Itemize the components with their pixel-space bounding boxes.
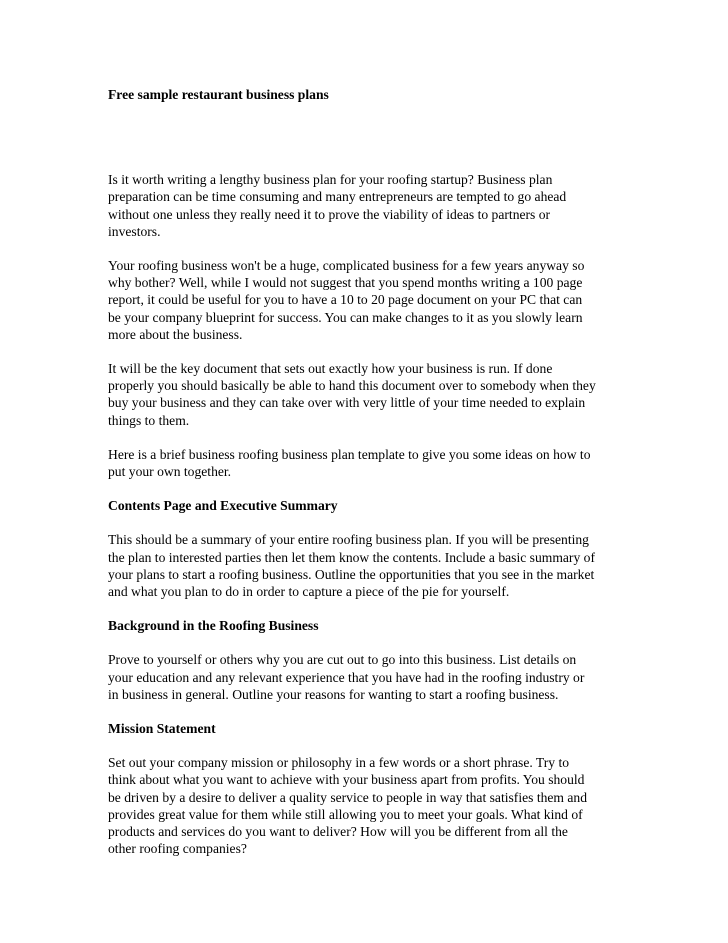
text-line: It will be the key document that sets out exactly how your business is run. If done: [108, 361, 553, 377]
intro-paragraph-4: [108, 446, 628, 480]
text-line: put your own together.: [108, 464, 232, 480]
text-line: Set out your company mission or philosophy in a few words or a short phrase. Try to: [108, 755, 570, 771]
text-line: why bother? Well, while I would not suggest that you spend months writing a 100 page: [108, 275, 583, 291]
text-line: other roofing companies?: [108, 841, 247, 857]
section-body-mission-statement: [108, 754, 628, 857]
text-line: be your company blueprint for success. You can make changes to it as you slowly learn: [108, 309, 583, 325]
intro-paragraph-2: [108, 257, 628, 343]
section-heading-executive-summary: Contents Page and Executive Summary: [108, 498, 338, 514]
document-page: [108, 86, 628, 875]
text-line: without one unless they really need it to prove the viability of ideas to partners or: [108, 206, 551, 222]
text-line: investors.: [108, 223, 161, 239]
text-line: things to them.: [108, 412, 190, 428]
section-heading-background: Background in the Roofing Business: [108, 618, 319, 634]
text-line: your plans to start a roofing business. Outline the opportunities that you see in the market: [108, 566, 595, 582]
text-line: more about the business.: [108, 326, 243, 342]
text-line: Prove to yourself or others why you are cut out to go into this business. List details on: [108, 652, 577, 668]
section-heading-mission-statement: Mission Statement: [108, 721, 216, 737]
text-line: Here is a brief business roofing business plan template to give you some ideas on how to: [108, 446, 591, 462]
text-line: provides great value for them while still allowing you to meet your goals. What kind of: [108, 806, 583, 822]
text-line: preparation can be time consuming and many entrepreneurs are tempted to go ahead: [108, 189, 567, 205]
text-line: Is it worth writing a lengthy business plan for your roofing startup? Business plan: [108, 172, 553, 188]
section-body-background: [108, 651, 628, 703]
section-body-executive-summary: [108, 531, 628, 600]
text-line: be driven by a desire to deliver a quality service to people in way that satisfies them and: [108, 789, 588, 805]
text-line: Your roofing business won't be a huge, complicated business for a few years anyway so: [108, 258, 585, 274]
text-line: your education and any relevant experience that you have had in the roofing industry or: [108, 669, 585, 685]
text-line: think about what you want to achieve with your business apart from profits. You should: [108, 772, 585, 788]
intro-paragraph-3: [108, 360, 628, 429]
text-line: properly you should basically be able to hand this document over to somebody when they: [108, 378, 596, 394]
text-line: This should be a summary of your entire roofing business plan. If you will be presenting: [108, 532, 589, 548]
text-line: the plan to interested parties then let them know the contents. Include a basic summary of: [108, 549, 595, 565]
text-line: buy your business and they can take over with very little of your time needed to explain: [108, 395, 586, 411]
text-line: products and services do you want to deliver? How will you be different from all the: [108, 824, 568, 840]
text-line: report, it could be useful for you to have a 10 to 20 page document on your PC that can: [108, 292, 583, 308]
text-line: in business in general. Outline your reasons for wanting to start a roofing business.: [108, 686, 559, 702]
title-spacer: [108, 103, 628, 171]
intro-paragraph-1: [108, 171, 628, 240]
document-title: Free sample restaurant business plans: [108, 87, 329, 102]
text-line: and what you plan to do in order to capture a piece of the pie for yourself.: [108, 584, 510, 600]
